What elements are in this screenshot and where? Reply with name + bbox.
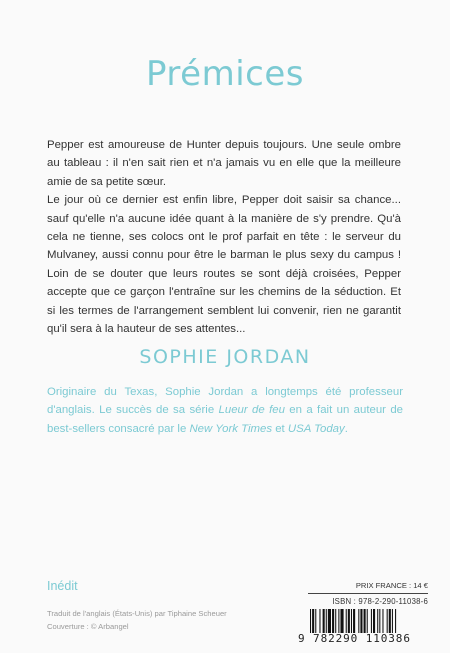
barcode-bar xyxy=(379,609,380,633)
bio-text-1: Originaire du Texas, Sophie Jordan a longtemps été professeur d'anglais. Le succès de sa série xyxy=(47,386,403,417)
barcode-bar xyxy=(353,609,355,633)
author-bio xyxy=(47,383,403,438)
barcode-bar xyxy=(348,609,350,633)
barcode-bar xyxy=(346,609,347,633)
bio-newspaper-2: USA Today xyxy=(287,422,345,435)
barcode-bar xyxy=(351,609,352,633)
credits xyxy=(47,607,227,633)
barcode-bar xyxy=(392,609,393,633)
barcode-bar xyxy=(360,609,362,633)
barcode-bar xyxy=(371,609,372,633)
bio-newspaper-1: New York Times xyxy=(189,422,273,435)
bio-text-2: en a fait un auteur de best-sellers consacré par le xyxy=(47,404,403,435)
barcode-digits: 9 782290 110386 xyxy=(298,632,411,645)
isbn-number: ISBN : 978-2-290-11038-6 xyxy=(332,597,428,606)
bio-text-4: . xyxy=(344,422,348,435)
barcode-bar xyxy=(377,609,378,633)
barcode-bar xyxy=(373,609,375,633)
translation-credit: Traduit de l'anglais (États-Unis) par Tiphaine Scheuer xyxy=(47,609,227,618)
barcode-bar xyxy=(315,609,316,633)
barcode-bar xyxy=(338,609,339,633)
barcode-bar xyxy=(364,609,366,633)
barcode-bar xyxy=(328,609,331,633)
price-divider xyxy=(308,593,428,594)
barcode-bar xyxy=(310,609,311,633)
barcode-bar xyxy=(358,609,359,633)
barcode-bar xyxy=(340,609,343,633)
price-label: PRIX FRANCE : 14 € xyxy=(355,581,428,590)
bio-series-title: Lueur de feu xyxy=(218,404,285,417)
barcode-bar xyxy=(326,609,327,633)
barcode xyxy=(306,609,428,633)
synopsis-paragraph-1: Pepper est amoureuse de Hunter depuis toujours. Une seule ombre au tableau : il n'en sait rien et n'a jamais vu en elle que la meilleure amie de sa petite sœur. xyxy=(47,139,401,188)
barcode-bar xyxy=(312,609,314,633)
barcode-bar xyxy=(319,609,320,633)
book-title: Prémices xyxy=(146,54,304,94)
barcode-bar xyxy=(382,609,383,633)
synopsis-paragraph-2: Le jour où ce dernier est enfin libre, Pepper doit saisir sa chance... sauf qu'elle n'a aucune idée quant à la manière de s'y prendre. Qu'à cela ne tienne, ses colocs ont le prof parfait en tête : le serveur du Mulvaney, aussi connu pour être le barman le plus sexy du campus ! Loin de se douter que leurs routes se sont déjà croisées, Pepper accepte que ce garçon l'entraîne sur les chemins de la séduction. Et si les termes de l'arrangement semblent lui convenir, rien ne garantit qu'il sera à la hauteur de ses attentes... xyxy=(47,194,401,336)
barcode-bar xyxy=(367,609,368,633)
cover-credit: Couverture : © Arbangel xyxy=(47,622,129,631)
barcode-bar xyxy=(335,609,336,633)
bio-text-3: et xyxy=(272,422,288,435)
author-name: SOPHIE JORDAN xyxy=(139,346,311,368)
barcode-bar xyxy=(323,609,325,633)
barcode-bar xyxy=(389,609,391,633)
unpublished-badge: Inédit xyxy=(47,579,78,593)
barcode-bar xyxy=(332,609,334,633)
barcode-bar xyxy=(387,609,388,633)
barcode-bar xyxy=(395,609,396,633)
synopsis xyxy=(47,136,401,338)
